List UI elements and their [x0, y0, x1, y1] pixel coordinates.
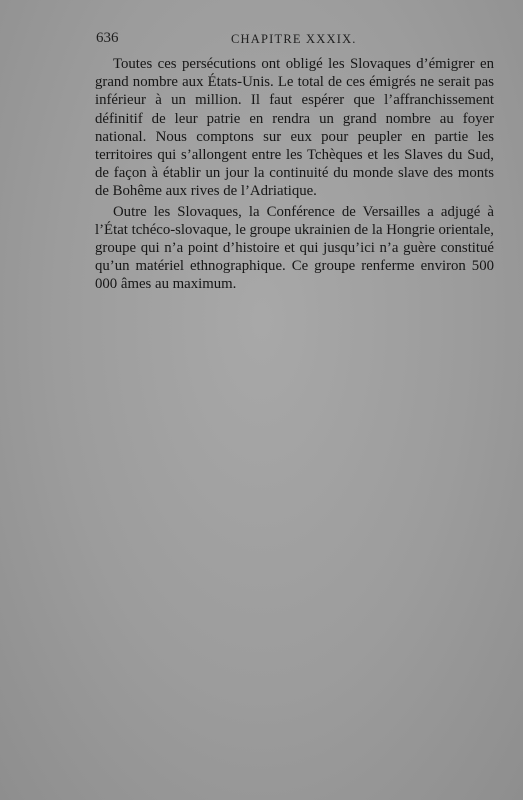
paragraph: Toutes ces persécutions ont obligé les Slovaques d’émigrer en grand nombre aux États-Unis. Le total de ces émigrés ne serait pas inférieur à un million. Il faut espérer que l’affranchissement définitif de leur patrie en rendra un grand nombre au foyer national. Nous comptons sur eux pour peupler en partie les territoires qui s’allongent entre les Tchèques et les Slaves du Sud, de façon à établir un jour la continuité du monde slave des monts de Bohême aux rives de l’Adriatique.: [95, 56, 494, 200]
body-text: [95, 55, 494, 294]
paragraph: Outre les Slovaques, la Conférence de Versailles a adjugé à l’État tchéco-slovaque, le groupe ukrainien de la Hongrie orientale, groupe qui n’a point d’histoire et qui jusqu’ici n’a guère constitué qu’un matériel ethnographique. Ce groupe renferme environ 500 000 âmes au maximum.: [95, 203, 494, 293]
page-number: 636: [96, 30, 119, 46]
page-header: [96, 30, 499, 50]
running-head: CHAPITRE XXXIX.: [231, 32, 357, 46]
